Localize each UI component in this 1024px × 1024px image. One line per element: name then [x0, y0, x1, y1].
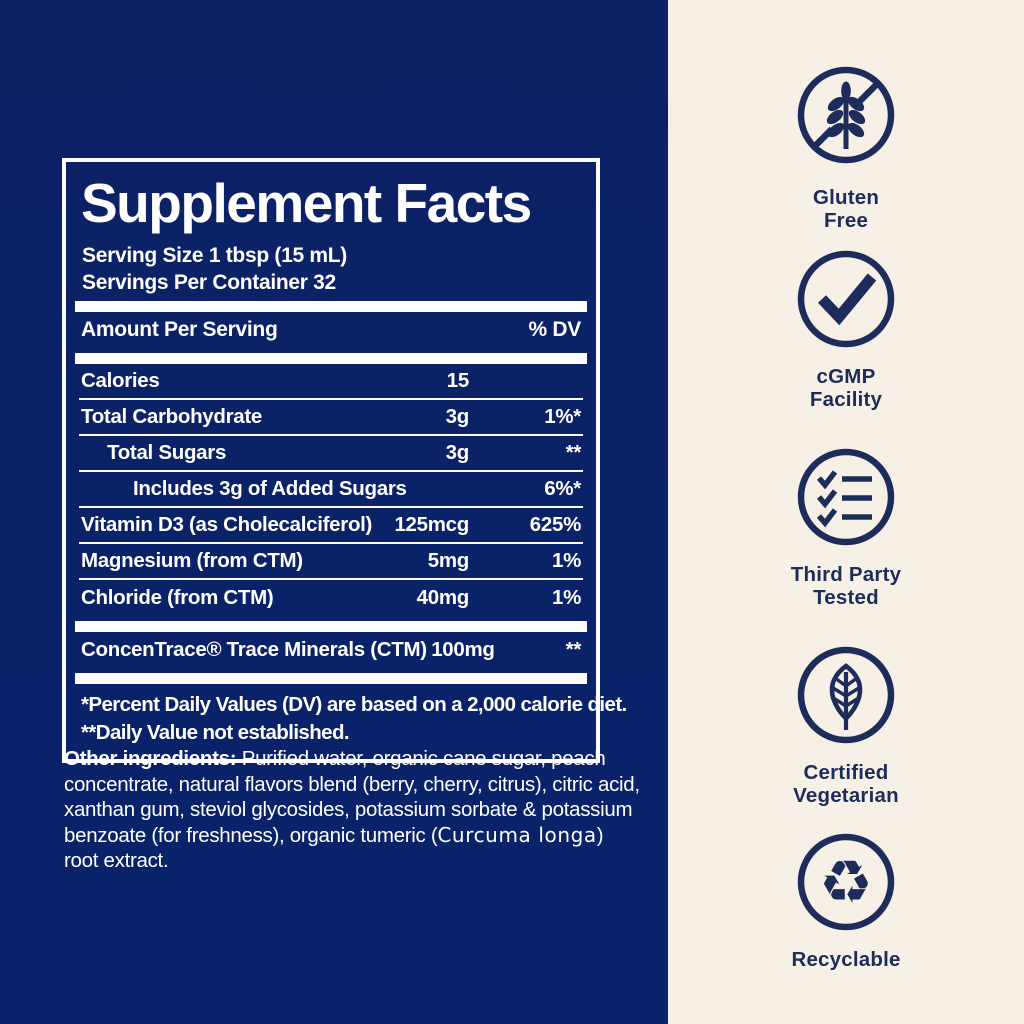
- serving-size: Serving Size 1 tbsp (15 mL): [82, 244, 347, 267]
- nutrient-name: Magnesium (from CTM): [81, 549, 303, 572]
- svg-text:♻: ♻: [819, 848, 873, 918]
- table-row-total-sugars: [79, 436, 583, 472]
- nutrient-name: Total Sugars: [107, 441, 227, 464]
- nutrient-dv: **: [565, 441, 581, 464]
- separator-bar: [75, 621, 587, 632]
- nutrient-name: Chloride (from CTM): [81, 586, 274, 609]
- nutrient-dv: 6%*: [544, 477, 581, 500]
- other-ingredients-text-end: ) root extract.: [64, 823, 604, 872]
- nutrient-dv: 625%: [529, 513, 581, 536]
- leaf-icon: [796, 645, 896, 745]
- nutrient-amount: 100mg: [431, 638, 495, 661]
- separator-bar: [75, 353, 587, 364]
- badge-cgmp-facility: [796, 249, 896, 411]
- checkmark-icon: [796, 249, 896, 349]
- nutrient-amount: 3g: [445, 405, 469, 428]
- amount-per-serving-header: Amount Per Serving: [81, 318, 278, 341]
- other-ingredients-label: Other ingredients:: [64, 747, 237, 770]
- nutrient-amount: 125mcg: [394, 513, 469, 536]
- nutrient-name: Calories: [81, 369, 160, 392]
- badge-gluten-free: [796, 65, 896, 232]
- badge-certified-vegetarian: [793, 645, 899, 807]
- badge-label: Gluten Free: [812, 186, 880, 232]
- recycle-icon: [796, 832, 896, 932]
- nutrient-dv: 1%: [551, 586, 581, 609]
- badge-column: [668, 0, 1024, 1024]
- servings-per-container: Servings Per Container 32: [82, 271, 336, 294]
- nutrient-amount: 3g: [445, 441, 469, 464]
- separator-bar: [75, 301, 587, 312]
- nutrient-name: ConcenTrace® Trace Minerals (CTM): [81, 638, 427, 661]
- supplement-facts-panel: [62, 158, 627, 763]
- nutrient-name: Total Carbohydrate: [81, 405, 263, 428]
- botanical-name: Curcuma longa: [437, 822, 597, 847]
- nutrient-name: Vitamin D3 (as Cholecalciferol): [81, 513, 373, 536]
- badge-recyclable: [791, 832, 900, 971]
- table-row-total-carbohydrate: [79, 400, 583, 436]
- nutrient-name: Includes 3g of Added Sugars: [133, 477, 407, 500]
- other-ingredients: [64, 746, 642, 874]
- table-row-vitamin-d3: [79, 508, 583, 544]
- table-row-added-sugars: [79, 472, 583, 508]
- percent-dv-header: % DV: [528, 318, 581, 341]
- nutrient-amount: 15: [446, 369, 469, 392]
- nutrient-dv: 1%*: [544, 405, 581, 428]
- gluten-free-icon: [796, 65, 896, 165]
- badge-label: Third Party Tested: [790, 563, 902, 609]
- checklist-icon: [796, 447, 896, 547]
- footnotes: [79, 691, 627, 747]
- table-row-calories: [79, 364, 583, 400]
- badge-third-party-tested: [791, 447, 901, 609]
- separator-bar: [75, 673, 587, 684]
- other-ingredients-text: Purified water, organic cane sugar, peach concentrate, natural flavors blend (berry, cherry, citrus), citric acid, xanthan gum, steviol glycosides, potassium sorbate & potassium benzoate (for freshness), organic tumeric (: [64, 747, 640, 847]
- footnote-dv: *Percent Daily Values (DV) are based on a 2,000 calorie diet.: [81, 693, 627, 716]
- nutrient-dv: **: [565, 638, 581, 661]
- facts-header-row: [79, 312, 583, 348]
- nutrient-amount: 5mg: [427, 549, 469, 572]
- nutrient-dv: 1%: [551, 549, 581, 572]
- badge-label: cGMP Facility: [809, 365, 883, 411]
- footnote-not-established: **Daily Value not established.: [81, 721, 349, 744]
- table-row-chloride: [79, 580, 583, 616]
- badge-label: Recyclable: [791, 948, 901, 971]
- table-row-magnesium: [79, 544, 583, 580]
- badge-label: Certified Vegetarian: [793, 761, 899, 807]
- facts-title: Supplement Facts: [81, 172, 531, 234]
- nutrient-amount: 40mg: [416, 586, 469, 609]
- table-row-concentrace: [79, 632, 583, 668]
